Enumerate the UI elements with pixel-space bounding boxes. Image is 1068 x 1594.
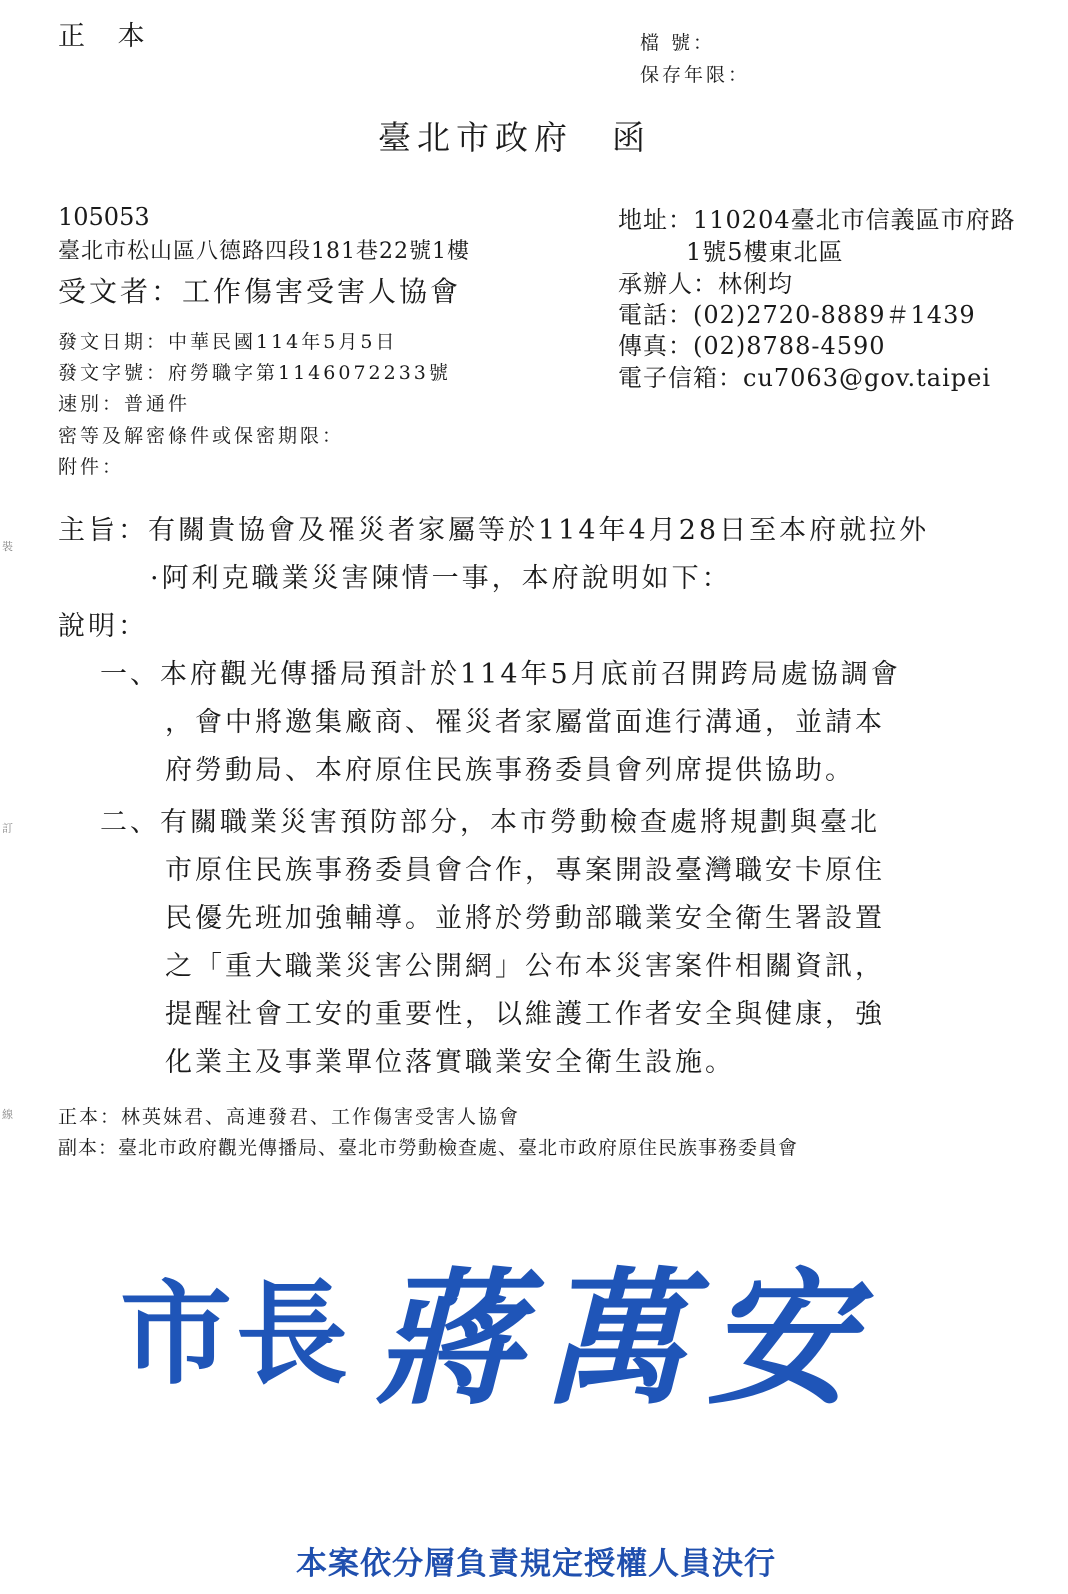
- explanation-item-1-line: 府勞動局、本府原住民族事務委員會列席提供協助。: [165, 755, 855, 786]
- speed-category: 速別：普通件: [58, 393, 191, 415]
- email: 電子信箱：cu7063@gov.taipei: [618, 364, 991, 392]
- postal-code: 105053: [58, 203, 150, 231]
- explanation-item-2-line: 之「重大職業災害公開網」公布本災害案件相關資訊，: [165, 951, 885, 982]
- file-number-label: 檔 號：: [640, 32, 716, 54]
- explanation-item-1-line: ，會中將邀集廠商、罹災者家屬當面進行溝通，並請本: [165, 707, 885, 738]
- recipient-address: 臺北市松山區八德路四段181巷22號1樓: [58, 239, 470, 264]
- document-title: 臺北市政府 函: [378, 118, 651, 157]
- retention-period-label: 保存年限：: [640, 64, 751, 86]
- explanation-item-2-line: 二、有關職業災害預防部分，本市勞動檢查處將規劃與臺北: [100, 807, 880, 838]
- fax: 傳真：(02)8788-4590: [618, 332, 886, 360]
- subject-line-1: 主旨：有關貴協會及罹災者家屬等於114年4月28日至本府就拉外: [58, 515, 930, 546]
- recipient-name: 受文者：工作傷害受害人協會: [58, 275, 462, 308]
- handler: 承辦人：林俐均: [618, 270, 793, 298]
- binding-mark: 線: [2, 1108, 13, 1121]
- sender-address-line1: 地址：110204臺北市信義區市府路: [618, 206, 1016, 234]
- attachment: 附件：: [58, 456, 125, 478]
- copy-recipients: 副本：臺北市政府觀光傳播局、臺北市勞動檢查處、臺北市政府原住民族事務委員會: [58, 1137, 799, 1159]
- subject-line-2: ·阿利克職業災害陳情一事，本府說明如下：: [150, 563, 732, 594]
- original-recipients: 正本：林英妹君、高連發君、工作傷害受害人協會: [58, 1106, 521, 1128]
- phone: 電話：(02)2720-8889＃1439: [618, 301, 976, 329]
- explanation-label: 說明：: [58, 611, 148, 642]
- authorization-note: 本案依分層負責規定授權人員決行: [296, 1546, 776, 1582]
- signature-name: 蔣萬安: [375, 1254, 873, 1425]
- issue-date: 發文日期：中華民國114年5月5日: [58, 331, 398, 353]
- binding-mark: 裝: [2, 540, 13, 553]
- explanation-item-2-line: 提醒社會工安的重要性，以維護工作者安全與健康，強: [165, 999, 885, 1030]
- signature-title: 市長: [120, 1269, 352, 1400]
- sender-address-line2: 1號5樓東北區: [686, 238, 844, 266]
- explanation-item-2-line: 市原住民族事務委員會合作，專案開設臺灣職安卡原住: [165, 855, 885, 886]
- secrecy-level: 密等及解密條件或保密期限：: [58, 425, 345, 447]
- copy-type-label: 正 本: [58, 21, 157, 52]
- explanation-item-1-line: 一、本府觀光傳播局預計於114年5月底前召開跨局處協調會: [100, 659, 901, 690]
- explanation-item-2-line: 民優先班加強輔導。並將於勞動部職業安全衛生署設置: [165, 903, 885, 934]
- document-number: 發文字號：府勞職字第1146072233號: [58, 362, 451, 384]
- explanation-item-2-line: 化業主及事業單位落實職業安全衛生設施。: [165, 1047, 735, 1078]
- binding-mark: 訂: [2, 822, 13, 835]
